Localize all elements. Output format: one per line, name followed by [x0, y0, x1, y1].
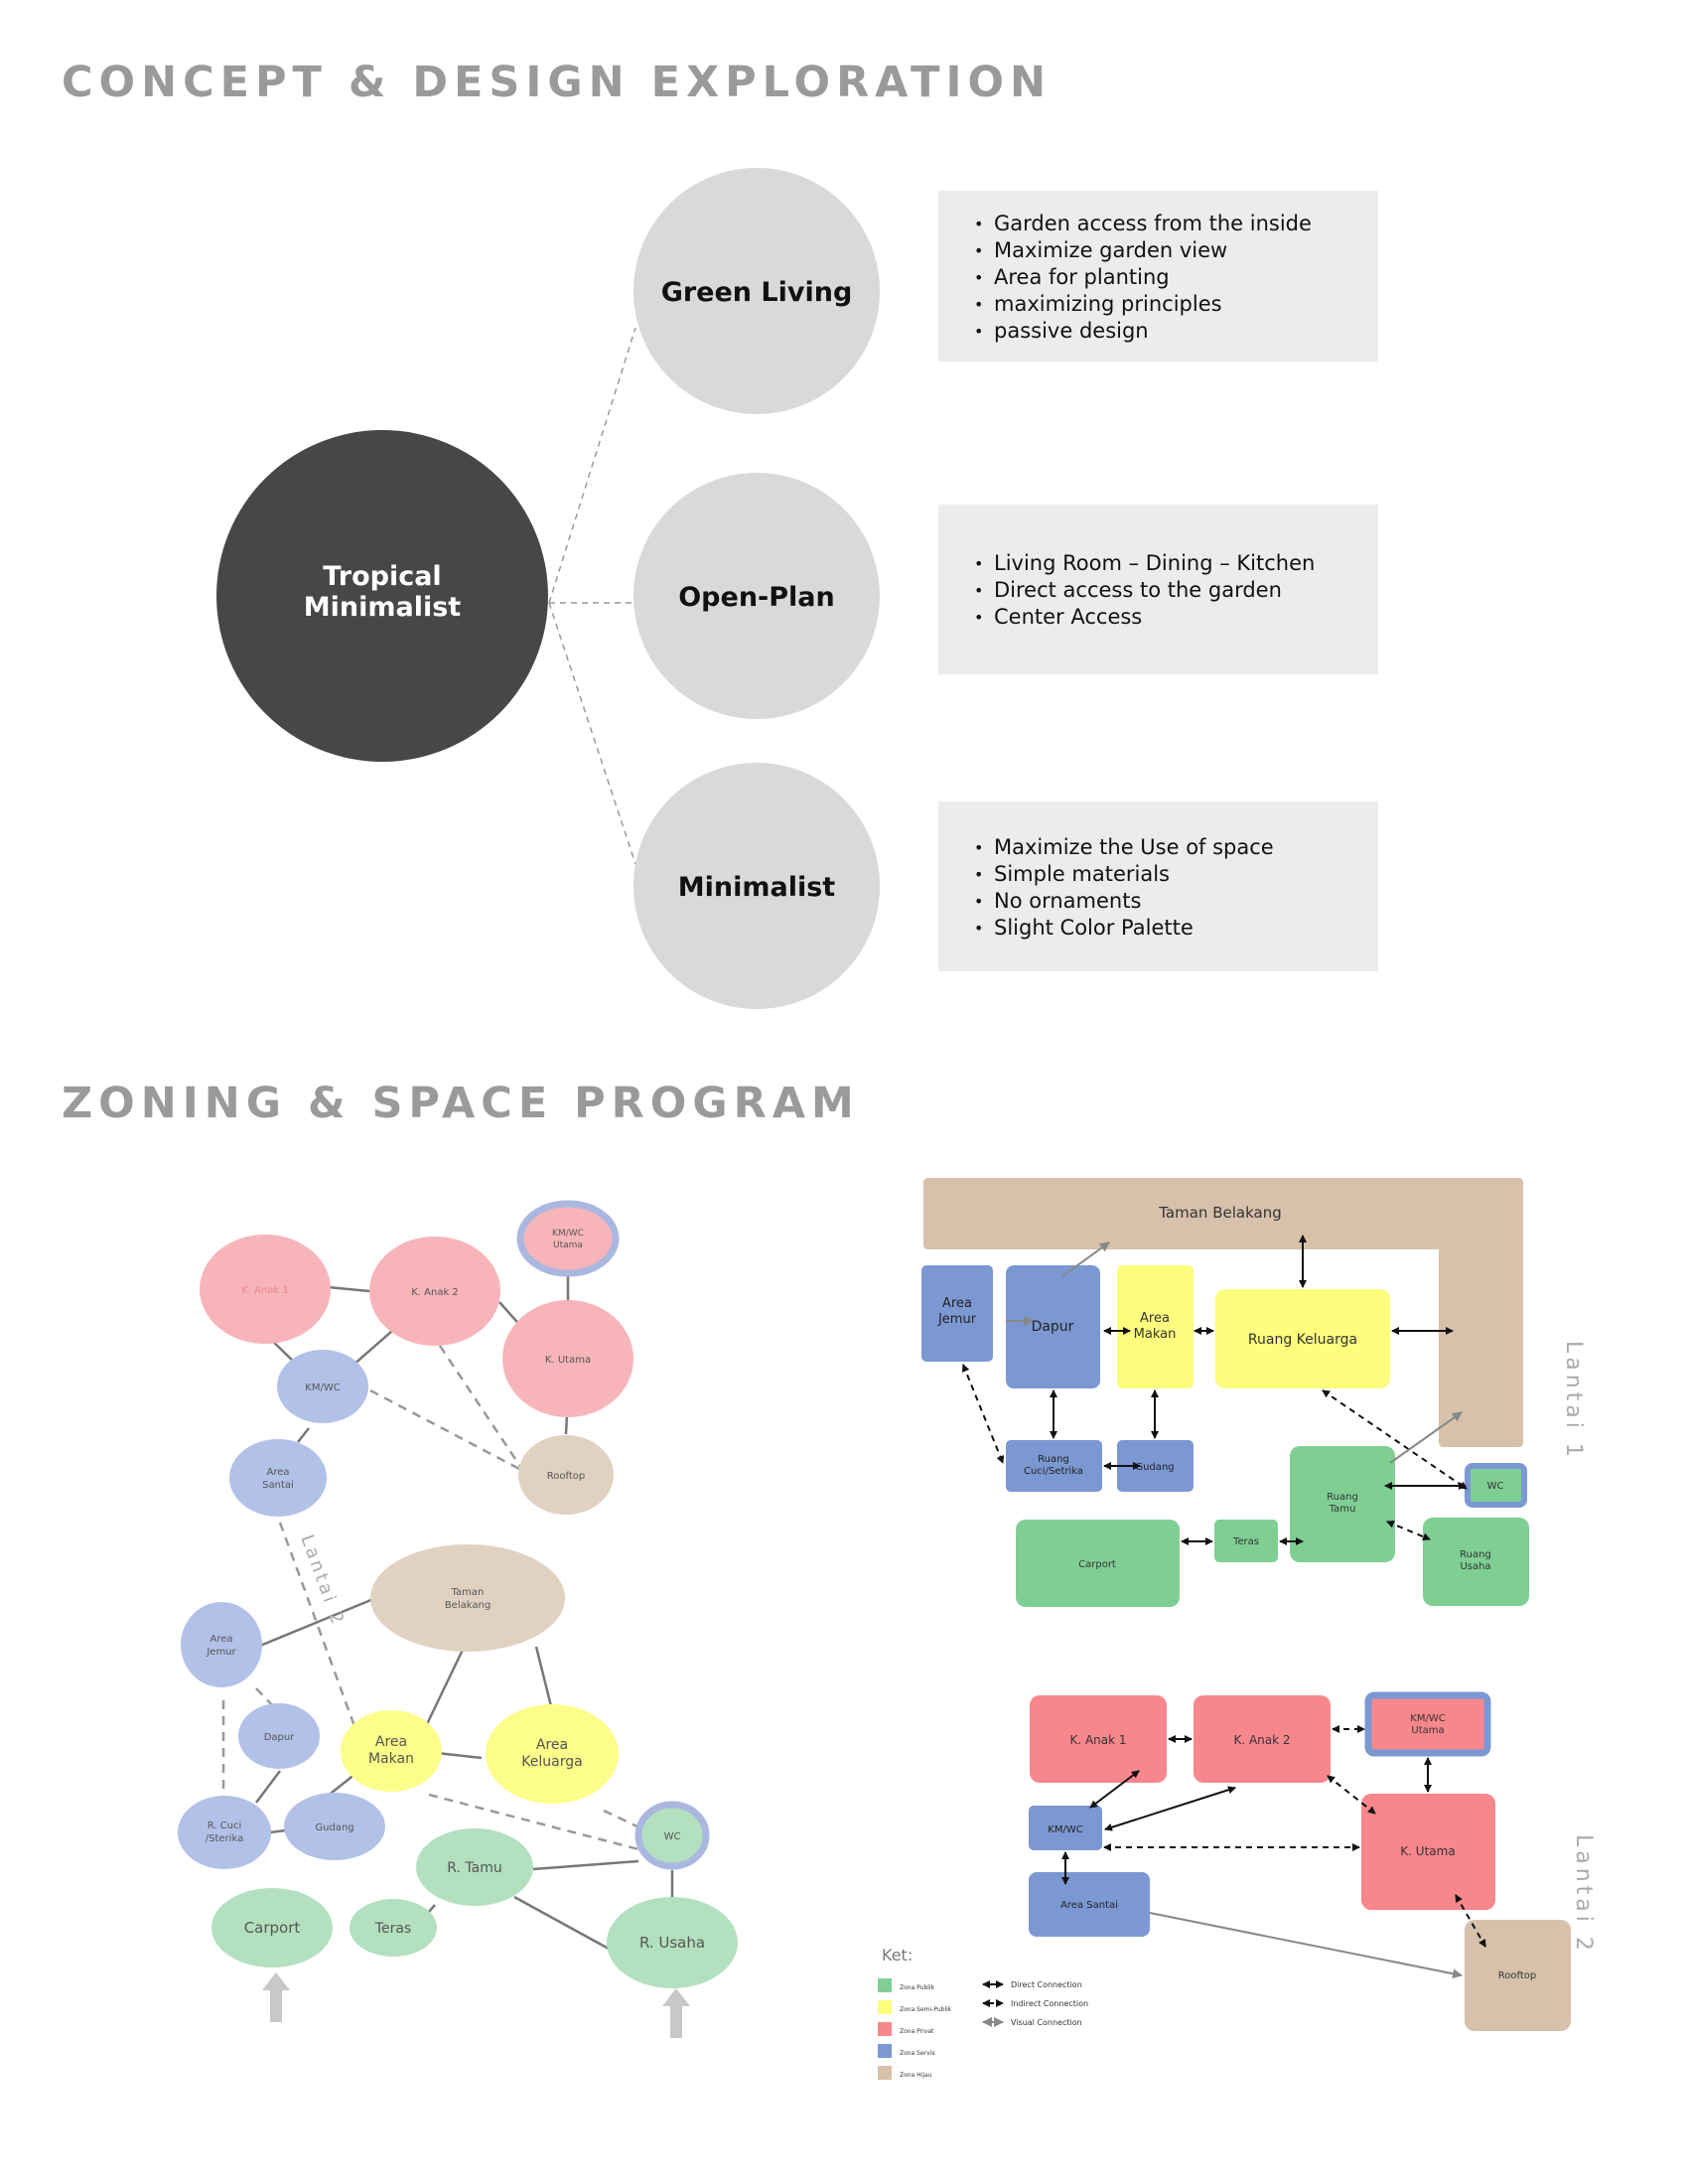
legend-title: Ket: — [882, 1946, 914, 1965]
floor-2-block-label: Lantai 2 — [1571, 1834, 1596, 1955]
legend-zone-label: Zona Servis — [900, 2050, 935, 2057]
block-label: Usaha — [1460, 1561, 1491, 1572]
concept-section-title: CONCEPT & DESIGN EXPLORATION — [62, 58, 1052, 107]
block-label: Jemur — [937, 1312, 977, 1327]
bubble-connection — [427, 1650, 463, 1724]
branch-label-green-living: Green Living — [660, 277, 853, 308]
entrance-arrow-icon — [262, 1972, 290, 2022]
bubble-label: /Sterika — [205, 1833, 244, 1844]
legend-swatch — [878, 2022, 892, 2036]
indirect-connection — [963, 1365, 1003, 1463]
direct-connection — [1105, 1788, 1235, 1829]
block-label: Teras — [1232, 1536, 1260, 1547]
bubble-connection — [298, 1428, 309, 1442]
bubble-label: R. Tamu — [447, 1860, 502, 1876]
bubble-label: Area — [374, 1734, 408, 1750]
block-label: K. Anak 1 — [1069, 1733, 1127, 1747]
bubble-taman-belakang — [370, 1544, 565, 1652]
block-label: Cuci/Setrika — [1023, 1466, 1084, 1477]
bubble-connection — [533, 1861, 638, 1869]
bubble-connection-dashed — [370, 1390, 521, 1470]
entrance-arrow-icon — [662, 1988, 690, 2038]
bubble-label: R. Usaha — [638, 1934, 706, 1952]
bubble-r-cuci — [178, 1796, 271, 1869]
legend-swatch — [878, 2000, 892, 2014]
bubble-label: Belakang — [444, 1600, 492, 1611]
bubble-label: KM/WC — [305, 1383, 341, 1393]
bubble-connection — [256, 1771, 280, 1803]
bullet-point: • Maximize the Use of space — [974, 834, 1358, 861]
bubble-diagram — [178, 1204, 738, 2038]
branch-label-open-plan: Open-Plan — [678, 582, 835, 613]
bubble-label: K. Utama — [544, 1355, 592, 1366]
bubble-label: Santai — [262, 1480, 294, 1491]
bubble-label: Jemur — [207, 1647, 236, 1658]
legend-swatch — [878, 2044, 892, 2058]
bubble-label: Utama — [553, 1240, 583, 1250]
block-label: Dapur — [1031, 1319, 1074, 1335]
bubble-label: K. Anak 1 — [241, 1285, 289, 1296]
bullet-point: • Center Access — [974, 604, 1358, 631]
bullet-point: • maximizing principles — [974, 291, 1358, 318]
bubble-label: Gudang — [315, 1822, 354, 1833]
bubble-label: WC — [663, 1831, 681, 1842]
bubble-label: Area — [266, 1467, 290, 1478]
block-label: Ruang — [1038, 1454, 1069, 1465]
concept-center-label: Tropical — [323, 561, 442, 592]
bullet-point: • passive design — [974, 318, 1358, 345]
bubble-label: KM/WC — [552, 1229, 584, 1238]
block-label: Tamu — [1329, 1504, 1356, 1515]
bubble-connection — [352, 1331, 392, 1366]
legend-connection-label: Visual Connection — [1011, 2018, 1082, 2027]
bubble-label: Keluarga — [521, 1754, 583, 1770]
bubble-kmwc-utama — [520, 1204, 616, 1273]
legend-connection-label: Indirect Connection — [1011, 1999, 1089, 2008]
bullet-point: • No ornaments — [974, 888, 1358, 915]
bullet-point: • Area for planting — [974, 264, 1358, 291]
bullet-point: • Simple materials — [974, 861, 1358, 888]
legend-zone-label: Zona Publik — [900, 1984, 935, 1991]
bubble-label: K. Anak 2 — [411, 1287, 459, 1298]
block-label: KM/WC — [1410, 1713, 1446, 1724]
bubble-connection — [514, 1897, 618, 1954]
bubble-connection — [328, 1287, 369, 1291]
legend-zone-label: Zona Hijau — [900, 2072, 932, 2079]
bubble-label: R. Cuci — [207, 1820, 242, 1831]
block-label: Ruang Keluarga — [1247, 1332, 1358, 1348]
block-label: Area Santai — [1060, 1900, 1118, 1911]
bubble-area-santai — [229, 1439, 327, 1517]
block-label: Carport — [1078, 1559, 1116, 1570]
block-label: K. Anak 2 — [1233, 1733, 1291, 1747]
block-diagram-floor-2 — [1029, 1695, 1596, 2031]
block-kmwc-utama — [1368, 1695, 1487, 1753]
branch-label-minimalist: Minimalist — [677, 872, 836, 903]
bullet-point: • Garden access from the inside — [974, 211, 1358, 237]
bullet-point: • Living Room – Dining – Kitchen — [974, 550, 1358, 577]
bubble-connection — [270, 1830, 286, 1832]
visual-connection — [1150, 1913, 1462, 1975]
bubble-label: Makan — [368, 1751, 414, 1767]
bubble-label: Taman — [451, 1587, 485, 1598]
block-label: K. Utama — [1400, 1844, 1456, 1858]
block-label: Taman Belakang — [1159, 1204, 1282, 1222]
bubble-connection — [437, 1753, 482, 1758]
block-label: Area — [1140, 1311, 1170, 1326]
bubble-area-jemur — [181, 1602, 262, 1687]
bubble-connection — [260, 1599, 373, 1646]
legend-connection-label: Direct Connection — [1011, 1980, 1082, 1989]
bullet-point: • Slight Color Palette — [974, 915, 1358, 942]
bullet-point: • Maximize garden view — [974, 237, 1358, 264]
bubble-label: Dapur — [263, 1732, 295, 1743]
legend-zone-label: Zona Privat — [900, 2028, 934, 2035]
legend-swatch — [878, 1978, 892, 1992]
bubble-label: Area — [535, 1737, 569, 1753]
legend-swatch — [878, 2066, 892, 2080]
bubble-label: Area — [210, 1634, 233, 1645]
bubble-connection — [536, 1647, 551, 1706]
bubble-connection — [566, 1414, 567, 1434]
floor-1-label: Lantai 1 — [1561, 1341, 1586, 1461]
bullet-point: • Direct access to the garden — [974, 577, 1358, 604]
block-label: Makan — [1133, 1327, 1177, 1342]
block-label: WC — [1486, 1481, 1504, 1492]
block-diagram-floor-1 — [921, 1178, 1586, 1607]
concept-center-label: Minimalist — [303, 592, 462, 623]
bubble-label: Carport — [243, 1919, 301, 1937]
block-label: Rooftop — [1497, 1970, 1537, 1981]
block-label: Gudang — [1135, 1462, 1175, 1473]
legend-zone-label: Zona Semi-Publik — [900, 2006, 952, 2013]
block-label: Area — [942, 1296, 972, 1311]
block-label: KM/WC — [1048, 1824, 1083, 1835]
block-label: Ruang — [1327, 1492, 1358, 1503]
floor-2-bubble-label: Lantai 2 — [296, 1531, 350, 1630]
zoning-section-title: ZONING & SPACE PROGRAM — [62, 1079, 860, 1128]
block-label: Utama — [1411, 1725, 1445, 1736]
block-label: Ruang — [1460, 1549, 1491, 1560]
legend — [878, 1946, 1088, 2080]
bubble-label: Teras — [374, 1921, 412, 1937]
bubble-label: Rooftop — [546, 1471, 586, 1482]
